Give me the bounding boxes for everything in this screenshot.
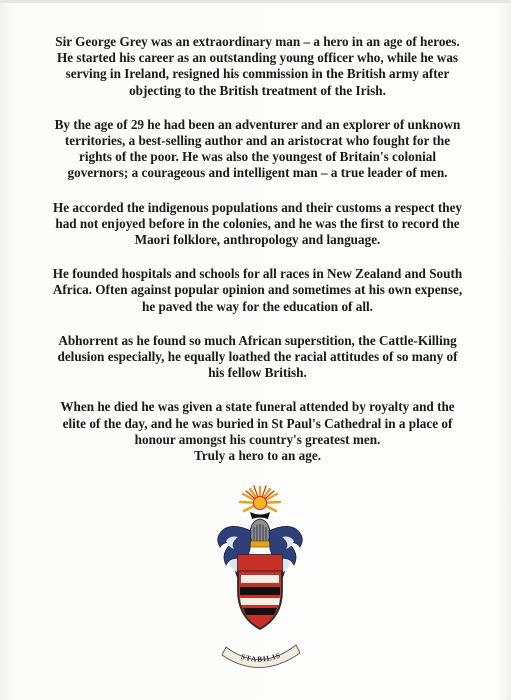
paragraph-early-career: By the age of 29 he had been an adventurer and an explorer of unknown territories, a best-selling author and an aristocrat who fought for the rights of the poor. He was also the youngest of Britain's colonial governors; a courageous and intelligent man – a true leader of men. — [54, 116, 461, 181]
paragraph-funeral — [48, 399, 467, 464]
motto-textpath: STABILIS — [239, 650, 283, 664]
paragraph-education: He founded hospitals and schools for all races in New Zealand and South Africa. Often against popular opinion and sometimes at his own expense, he paved the way for the education of all. — [52, 266, 463, 314]
paragraph-intro: Sir George Grey was an extraordinary man – a hero in an age of heroes. He started his career as an outstanding young officer who, while he was serving in Ireland, resigned his commission in the British army after objecting to the British treatment of the Irish. — [55, 34, 460, 98]
shield-icon — [238, 555, 282, 629]
biography-text — [48, 34, 467, 464]
paragraph-indigenous: He accorded the indigenous populations and their customs a respect they had not enjoyed before in the colonies, and he was the first to record the Maori folklore, anthropology and language. — [52, 199, 463, 248]
motto-scroll — [222, 645, 300, 668]
funeral-text: When he died he was given a state funeral attended by royalty and the elite of the day, and he was buried in St Paul's Cathedral in a place of honour amongst his country's greatest men. — [60, 399, 455, 447]
helmet-icon — [248, 519, 272, 547]
sun-crest-icon — [240, 486, 280, 519]
closing-line: Truly a hero to an age. — [194, 448, 321, 464]
paragraph-attitudes: Abhorrent as he found so much African superstition, the Cattle-Killing delusion especially, he equally loathed the racial attitudes of so many of his fellow British. — [57, 332, 458, 381]
coat-of-arms — [210, 483, 310, 673]
